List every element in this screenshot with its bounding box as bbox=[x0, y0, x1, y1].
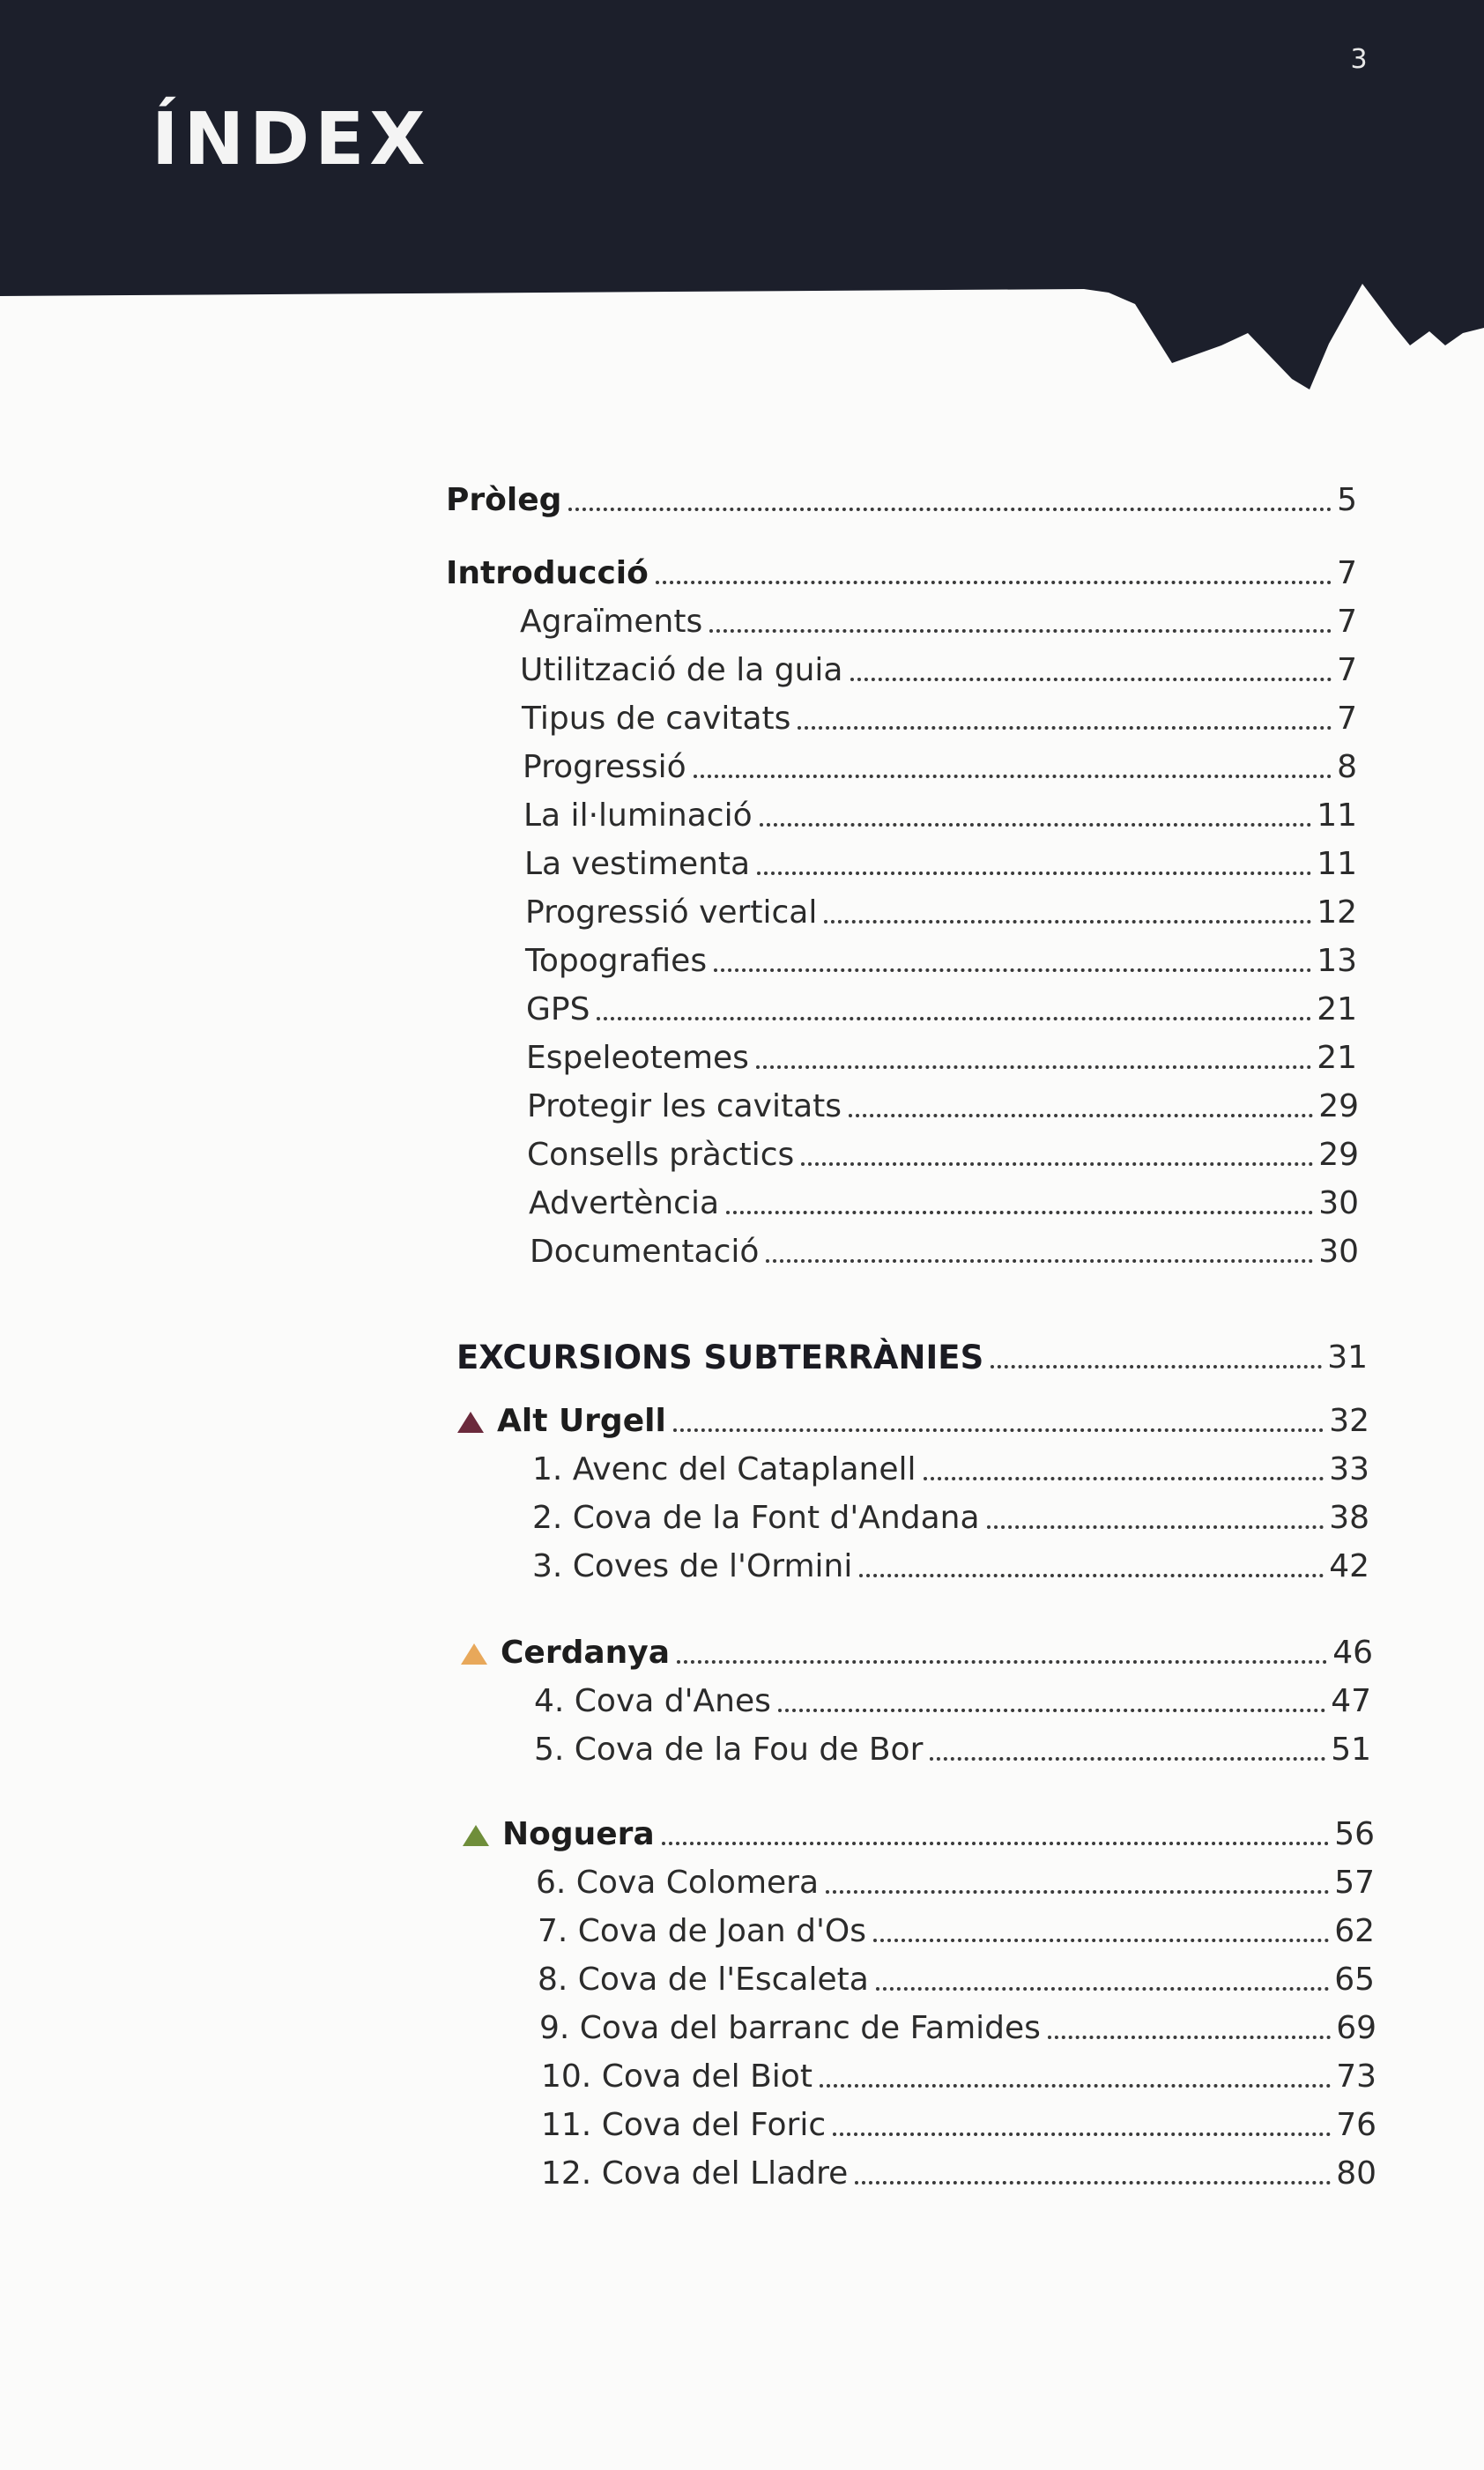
toc-entry-title: 8. Cova de l'Escaleta bbox=[538, 1962, 869, 1998]
toc-entry-title: Espeleotemes bbox=[526, 1040, 749, 1076]
toc-entry-title: Protegir les cavitats bbox=[527, 1088, 842, 1124]
toc-entry-introduccio[interactable] bbox=[446, 542, 1357, 590]
toc-dot-leader bbox=[801, 1162, 1313, 1166]
toc-dot-leader bbox=[850, 678, 1332, 681]
toc-page-number: 29 bbox=[1318, 1137, 1359, 1173]
toc-subentry[interactable] bbox=[520, 590, 1357, 638]
toc-subentry[interactable] bbox=[522, 687, 1357, 735]
toc-page-number: 51 bbox=[1331, 1732, 1371, 1768]
toc-dot-leader bbox=[798, 726, 1332, 730]
page-number: 3 bbox=[1350, 44, 1368, 75]
toc-entry-title: Progressió vertical bbox=[525, 894, 818, 931]
toc-page-number: 32 bbox=[1329, 1403, 1369, 1439]
toc-entry-title: Topografies bbox=[525, 943, 708, 979]
toc-subentry[interactable] bbox=[532, 1535, 1369, 1583]
toc-subentry[interactable] bbox=[541, 2142, 1376, 2190]
toc-entry-title: Tipus de cavitats bbox=[522, 701, 791, 737]
toc-entry-title: 1. Avenc del Cataplanell bbox=[532, 1451, 916, 1487]
toc-subentry[interactable] bbox=[538, 1948, 1375, 1996]
toc-subentry[interactable] bbox=[539, 1997, 1376, 2044]
toc-entry-title: 11. Cova del Foric bbox=[541, 2107, 827, 2143]
toc-dot-leader bbox=[987, 1525, 1324, 1529]
toc-dot-leader bbox=[855, 2181, 1331, 2184]
toc-dot-leader bbox=[597, 1017, 1311, 1020]
toc-subentry[interactable] bbox=[526, 978, 1357, 1026]
toc-dot-leader bbox=[924, 1477, 1324, 1480]
toc-dot-leader bbox=[673, 1428, 1324, 1432]
toc-entry-title: Introducció bbox=[446, 555, 649, 591]
toc-region-title: Cerdanya bbox=[501, 1635, 671, 1671]
toc-page-number: 30 bbox=[1318, 1185, 1359, 1221]
toc-subentry[interactable] bbox=[527, 1124, 1359, 1171]
toc-subentry[interactable] bbox=[534, 1670, 1371, 1717]
toc-page-number: 42 bbox=[1329, 1548, 1369, 1584]
toc-page-number: 5 bbox=[1337, 482, 1357, 518]
toc-page-number: 7 bbox=[1337, 604, 1357, 640]
toc-entry-title: La vestimenta bbox=[524, 846, 751, 882]
toc-subentry[interactable] bbox=[523, 784, 1357, 832]
toc-entry-title: La il·luminació bbox=[523, 797, 753, 834]
toc-subentry[interactable] bbox=[530, 1220, 1359, 1268]
toc-page-number: 21 bbox=[1317, 991, 1357, 1027]
toc-entry-title: 2. Cova de la Font d'Andana bbox=[532, 1500, 980, 1536]
toc-entry-proleg[interactable] bbox=[446, 469, 1357, 516]
toc-region-noguera[interactable] bbox=[462, 1803, 1375, 1851]
toc-dot-leader bbox=[662, 1842, 1329, 1845]
toc-page-number: 47 bbox=[1331, 1683, 1371, 1719]
toc-page-number: 12 bbox=[1317, 894, 1357, 931]
toc-subentry[interactable] bbox=[520, 639, 1357, 686]
toc-dot-leader bbox=[756, 1065, 1311, 1069]
toc-dot-leader bbox=[778, 1709, 1325, 1712]
toc-subentry[interactable] bbox=[526, 1027, 1357, 1074]
toc-entry-title: 5. Cova de la Fou de Bor bbox=[534, 1732, 924, 1768]
toc-dot-leader bbox=[824, 920, 1311, 923]
toc-dot-leader bbox=[757, 872, 1311, 875]
toc-region-alt-urgell[interactable] bbox=[456, 1390, 1369, 1437]
toc-region-title: Alt Urgell bbox=[497, 1403, 666, 1439]
toc-entry-title: 10. Cova del Biot bbox=[541, 2058, 812, 2095]
mountain-icon bbox=[462, 1824, 490, 1847]
toc-page-number: 76 bbox=[1336, 2107, 1376, 2143]
toc-dot-leader bbox=[873, 1939, 1329, 1942]
mountain-icon bbox=[460, 1643, 488, 1665]
toc-dot-leader bbox=[1048, 2036, 1331, 2039]
toc-region-title: Noguera bbox=[502, 1816, 655, 1852]
toc-dot-leader bbox=[833, 2133, 1331, 2136]
toc-entry-title: Utilització de la guia bbox=[520, 652, 843, 688]
toc-dot-leader bbox=[726, 1211, 1313, 1214]
toc-dot-leader bbox=[656, 581, 1332, 584]
toc-page-number: 31 bbox=[1327, 1339, 1368, 1376]
toc-page-number: 7 bbox=[1337, 652, 1357, 688]
toc-page-number: 29 bbox=[1318, 1088, 1359, 1124]
toc-section-title: EXCURSIONS SUBTERRÀNIES bbox=[456, 1339, 984, 1376]
toc-dot-leader bbox=[849, 1114, 1313, 1117]
toc-page-number: 62 bbox=[1334, 1913, 1375, 1949]
header-mountain-band bbox=[0, 0, 1484, 397]
toc-page-number: 80 bbox=[1336, 2155, 1376, 2192]
toc-page-number: 65 bbox=[1334, 1962, 1375, 1998]
mountain-icon bbox=[456, 1411, 485, 1434]
toc-dot-leader bbox=[820, 2084, 1331, 2088]
toc-page-number: 73 bbox=[1336, 2058, 1376, 2095]
toc-page-number: 7 bbox=[1337, 555, 1357, 591]
toc-dot-leader bbox=[859, 1574, 1324, 1577]
toc-subentry[interactable] bbox=[538, 1900, 1375, 1947]
toc-page-number: 8 bbox=[1337, 749, 1357, 785]
toc-dot-leader bbox=[826, 1890, 1329, 1894]
toc-subentry[interactable] bbox=[524, 833, 1357, 880]
toc-page-number: 57 bbox=[1334, 1865, 1375, 1901]
toc-dot-leader bbox=[760, 823, 1312, 827]
toc-subentry[interactable] bbox=[532, 1438, 1369, 1486]
toc-dot-leader bbox=[709, 629, 1332, 633]
toc-entry-title: 4. Cova d'Anes bbox=[534, 1683, 771, 1719]
toc-dot-leader bbox=[876, 1987, 1329, 1991]
toc-dot-leader bbox=[930, 1757, 1325, 1761]
toc-entry-title: 12. Cova del Lladre bbox=[541, 2155, 849, 2192]
toc-dot-leader bbox=[766, 1259, 1313, 1263]
toc-subentry[interactable] bbox=[541, 2045, 1376, 2093]
toc-page-number: 11 bbox=[1317, 797, 1357, 834]
toc-dot-leader bbox=[714, 968, 1311, 972]
toc-region-cerdanya[interactable] bbox=[460, 1621, 1373, 1669]
toc-entry-title: 7. Cova de Joan d'Os bbox=[538, 1913, 867, 1949]
toc-subentry[interactable] bbox=[525, 881, 1357, 929]
toc-subentry[interactable] bbox=[536, 1851, 1375, 1899]
toc-entry-title: Documentació bbox=[530, 1234, 760, 1270]
toc-page-number: 30 bbox=[1318, 1234, 1359, 1270]
toc-page-number: 69 bbox=[1336, 2010, 1376, 2046]
toc-subentry[interactable] bbox=[527, 1075, 1359, 1123]
toc-page-number: 11 bbox=[1317, 846, 1357, 882]
toc-page-number: 46 bbox=[1332, 1635, 1373, 1671]
toc-page-number: 38 bbox=[1329, 1500, 1369, 1536]
page-title: ÍNDEX bbox=[152, 98, 431, 182]
toc-subentry[interactable] bbox=[529, 1172, 1359, 1220]
toc-entry-title: 6. Cova Colomera bbox=[536, 1865, 820, 1901]
toc-subentry[interactable] bbox=[525, 930, 1357, 977]
toc-entry-title: 9. Cova del barranc de Famides bbox=[539, 2010, 1041, 2046]
toc-entry-title: 3. Coves de l'Ormini bbox=[532, 1548, 853, 1584]
toc-dot-leader bbox=[991, 1365, 1322, 1369]
toc-page-number: 7 bbox=[1337, 701, 1357, 737]
toc-entry-title: GPS bbox=[526, 991, 590, 1027]
toc-entry-title: Pròleg bbox=[446, 482, 562, 518]
toc-entry-excursions[interactable] bbox=[456, 1326, 1368, 1374]
toc-subentry[interactable] bbox=[534, 1718, 1371, 1766]
toc-dot-leader bbox=[694, 775, 1332, 778]
toc-page-number: 56 bbox=[1334, 1816, 1375, 1852]
toc-dot-leader bbox=[568, 508, 1332, 511]
toc-page-number: 21 bbox=[1317, 1040, 1357, 1076]
toc-subentry[interactable] bbox=[532, 1487, 1369, 1534]
toc-entry-title: Advertència bbox=[529, 1185, 720, 1221]
toc-entry-title: Consells pràctics bbox=[527, 1137, 795, 1173]
toc-subentry[interactable] bbox=[541, 2094, 1376, 2141]
toc-page-number: 33 bbox=[1329, 1451, 1369, 1487]
toc-entry-title: Agraïments bbox=[520, 604, 703, 640]
toc-dot-leader bbox=[677, 1660, 1327, 1664]
toc-entry-title: Progressió bbox=[523, 749, 686, 785]
toc-subentry[interactable] bbox=[523, 736, 1357, 783]
toc-page-number: 13 bbox=[1317, 943, 1357, 979]
